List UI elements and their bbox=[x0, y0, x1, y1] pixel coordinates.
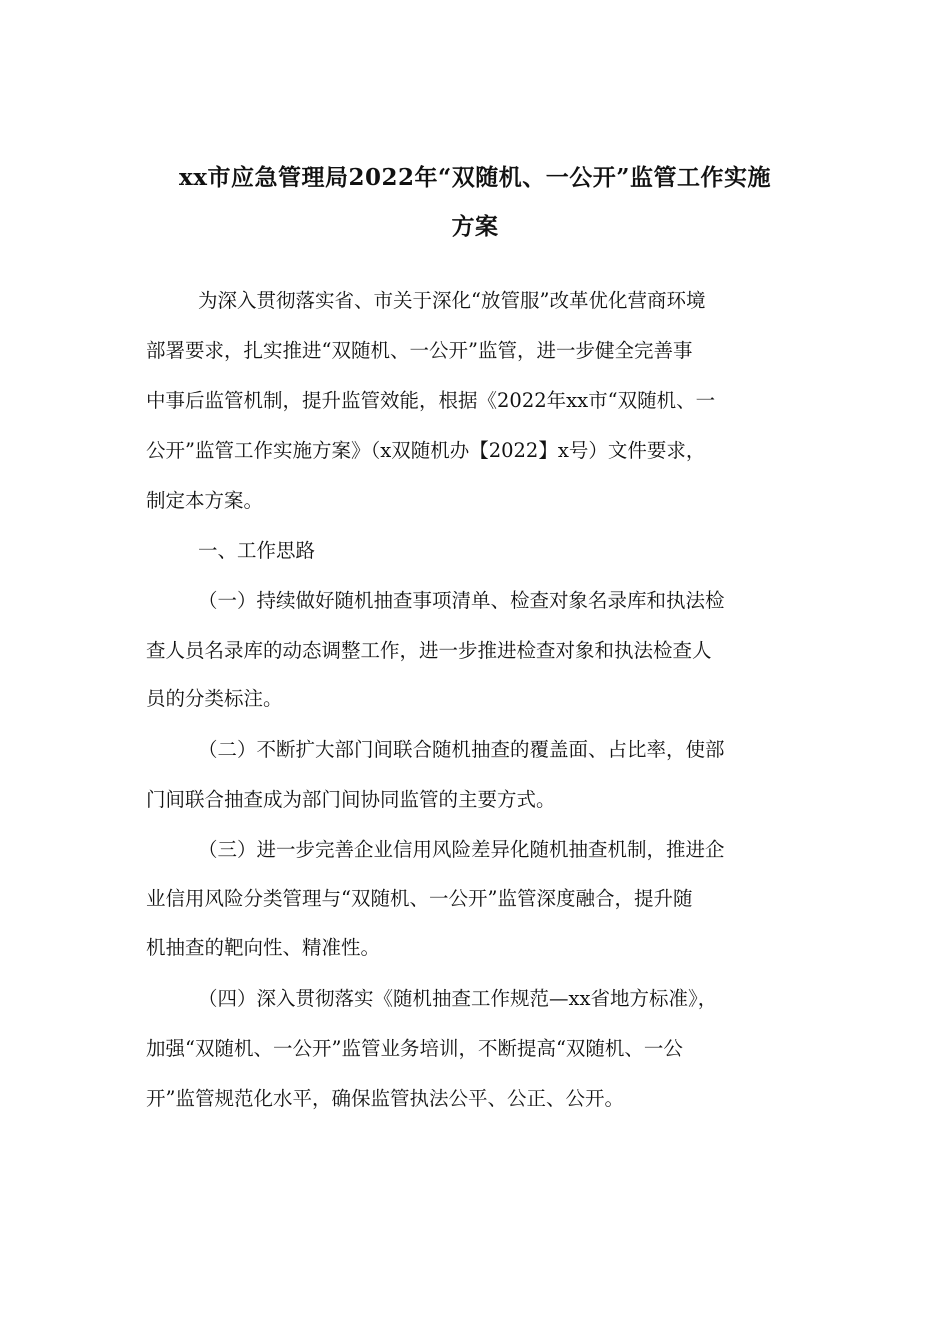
intro-line-5: 制定本方案。 bbox=[146, 489, 264, 512]
intro-line-3: 中事后监管机制，提升监管效能，根据《2022年xx市“双随机、一 bbox=[146, 389, 716, 412]
intro-line-4: 公开”监管工作实施方案》（x双随机办【2022】x号）文件要求， bbox=[146, 439, 706, 462]
document-title-line-1: xx市应急管理局2022年“双随机、一公开”监管工作实施 bbox=[179, 164, 771, 191]
item-4-line-1: （四）深入贯彻落实《随机抽查工作规范—xx省地方标准》， bbox=[198, 987, 718, 1010]
item-3-line-2: 业信用风险分类管理与“双随机、一公开”监管深度融合，提升随 bbox=[146, 887, 693, 910]
intro-line-1: 为深入贯彻落实省、市关于深化“放管服”改革优化营商环境 bbox=[198, 289, 706, 312]
item-1-line-3: 员的分类标注。 bbox=[146, 687, 283, 710]
item-4-line-2: 加强“双随机、一公开”监管业务培训，不断提高“双随机、一公 bbox=[146, 1037, 683, 1060]
item-2-line-2: 门间联合抽查成为部门间协同监管的主要方式。 bbox=[146, 788, 556, 811]
document-title-line-2: 方案 bbox=[451, 213, 499, 240]
item-3-line-1: （三）进一步完善企业信用风险差异化随机抽查机制，推进企 bbox=[198, 838, 725, 861]
intro-line-2: 部署要求，扎实推进“双随机、一公开”监管，进一步健全完善事 bbox=[146, 339, 693, 362]
item-4-line-3: 开”监管规范化水平，确保监管执法公平、公正、公开。 bbox=[146, 1087, 624, 1110]
item-1-line-2: 查人员名录库的动态调整工作，进一步推进检查对象和执法检查人 bbox=[146, 639, 712, 662]
item-2-line-1: （二）不断扩大部门间联合随机抽查的覆盖面、占比率，使部 bbox=[198, 738, 725, 761]
section-heading-work-approach: 一、工作思路 bbox=[198, 539, 316, 562]
item-1-line-1: （一）持续做好随机抽查事项清单、检查对象名录库和执法检 bbox=[198, 589, 725, 612]
item-3-line-3: 机抽查的靶向性、精准性。 bbox=[146, 936, 381, 959]
